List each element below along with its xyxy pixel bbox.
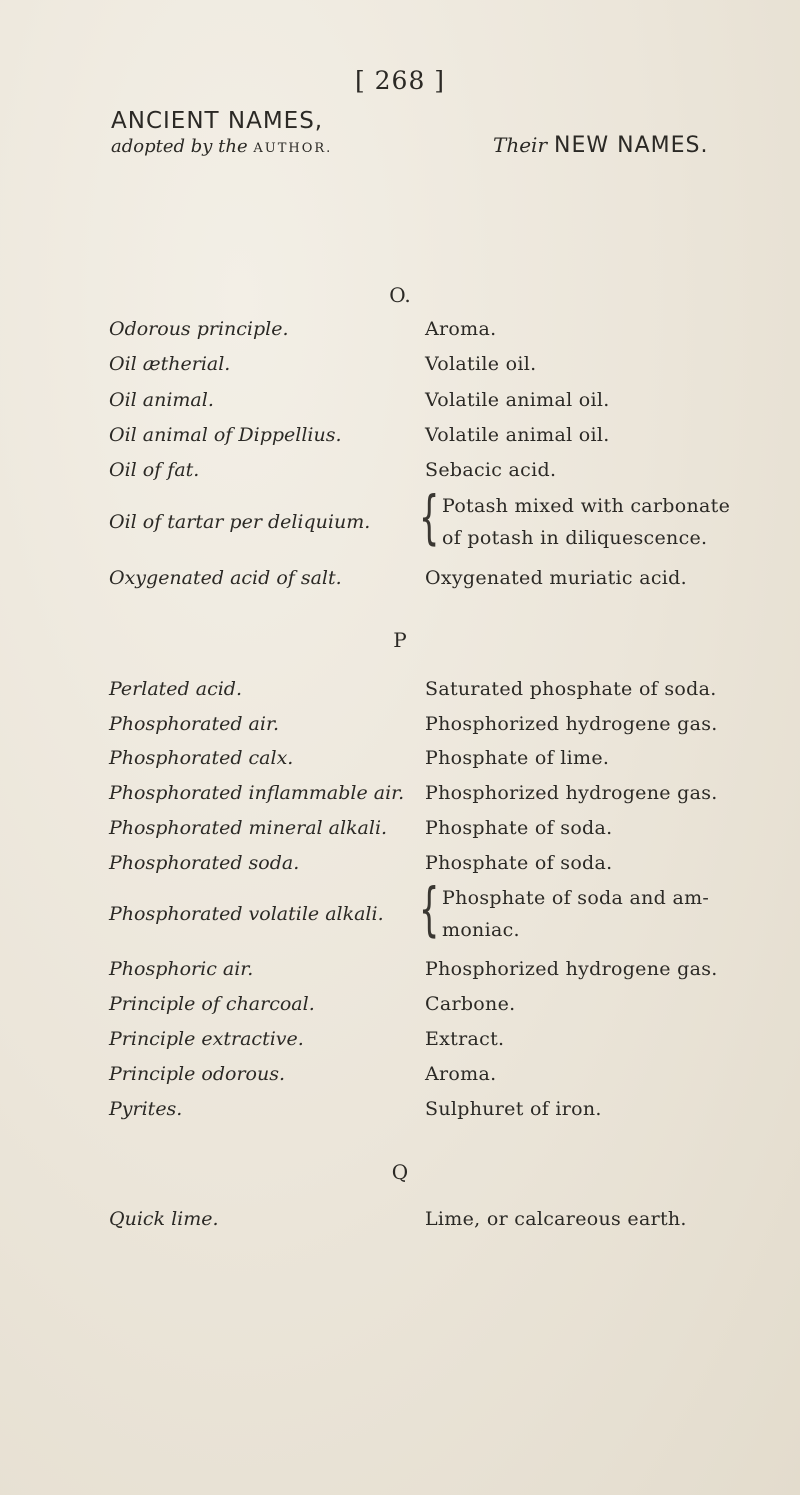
new-name-line2: moniac. bbox=[442, 919, 520, 941]
ancient-name: Oxygenated acid of salt. bbox=[109, 567, 342, 589]
section-letter-p: P bbox=[393, 628, 407, 652]
new-name: Aroma. bbox=[425, 318, 497, 340]
new-name: Sulphuret of iron. bbox=[425, 1098, 602, 1120]
ancient-name: Oil animal. bbox=[109, 389, 214, 411]
new-name: Carbone. bbox=[425, 993, 516, 1015]
ancient-names-title: ANCIENT NAMES, bbox=[111, 108, 324, 134]
ancient-name: Oil ætherial. bbox=[109, 353, 231, 375]
ancient-name: Phosphoric air. bbox=[109, 958, 254, 980]
ancient-names-subtitle: adopted by the AUTHOR. bbox=[111, 136, 333, 157]
ancient-name: Pyrites. bbox=[109, 1098, 183, 1120]
ancient-name: Oil of tartar per deliquium. bbox=[109, 511, 371, 533]
new-name: Extract. bbox=[425, 1028, 505, 1050]
ancient-names-header bbox=[111, 108, 332, 157]
new-name: Phosphorized hydrogene gas. bbox=[425, 713, 718, 735]
new-name: Aroma. bbox=[425, 1063, 497, 1085]
ancient-name: Principle of charcoal. bbox=[109, 993, 315, 1015]
ancient-name: Perlated acid. bbox=[109, 678, 242, 700]
ancient-name: Oil of fat. bbox=[109, 459, 200, 481]
new-name-line1: Potash mixed with carbonate bbox=[442, 495, 731, 517]
new-name: Phosphate of lime. bbox=[425, 747, 610, 769]
ancient-name: Principle extractive. bbox=[109, 1028, 304, 1050]
ancient-name: Phosphorated volatile alkali. bbox=[109, 903, 384, 925]
new-name: Phosphate of soda. bbox=[425, 852, 613, 874]
section-letter-o: O. bbox=[389, 283, 411, 307]
ancient-name: Phosphorated mineral alkali. bbox=[109, 817, 388, 839]
new-name: Volatile animal oil. bbox=[425, 389, 610, 411]
brace-glyph: { bbox=[419, 483, 440, 551]
new-name: Sebacic acid. bbox=[425, 459, 557, 481]
new-name-line1: Phosphate of soda and am- bbox=[442, 887, 710, 909]
new-name: Lime, or calcareous earth. bbox=[425, 1208, 687, 1230]
ancient-name: Phosphorated soda. bbox=[109, 852, 300, 874]
ancient-name: Odorous principle. bbox=[109, 318, 289, 340]
new-name: Oxygenated muriatic acid. bbox=[425, 567, 687, 589]
new-name-line2: of potash in diliquescence. bbox=[442, 527, 708, 549]
ancient-name: Oil animal of Dippellius. bbox=[109, 424, 342, 446]
ancient-name: Principle odorous. bbox=[109, 1063, 286, 1085]
new-name: Volatile animal oil. bbox=[425, 424, 610, 446]
brace-glyph: { bbox=[419, 875, 440, 943]
new-name: Phosphate of soda. bbox=[425, 817, 613, 839]
page-number: [ 268 ] bbox=[354, 66, 446, 95]
new-name: Saturated phosphate of soda. bbox=[425, 678, 717, 700]
ancient-name: Phosphorated air. bbox=[109, 713, 279, 735]
new-name: Phosphorized hydrogene gas. bbox=[425, 958, 718, 980]
new-name: Phosphorized hydrogene gas. bbox=[425, 782, 718, 804]
section-letter-q: Q bbox=[391, 1160, 409, 1184]
ancient-name: Phosphorated inflammable air. bbox=[109, 782, 405, 804]
new-names-header: Their NEW NAMES. bbox=[493, 133, 709, 158]
ancient-name: Phosphorated calx. bbox=[109, 747, 294, 769]
new-name: Volatile oil. bbox=[425, 353, 537, 375]
ancient-name: Quick lime. bbox=[109, 1208, 219, 1230]
